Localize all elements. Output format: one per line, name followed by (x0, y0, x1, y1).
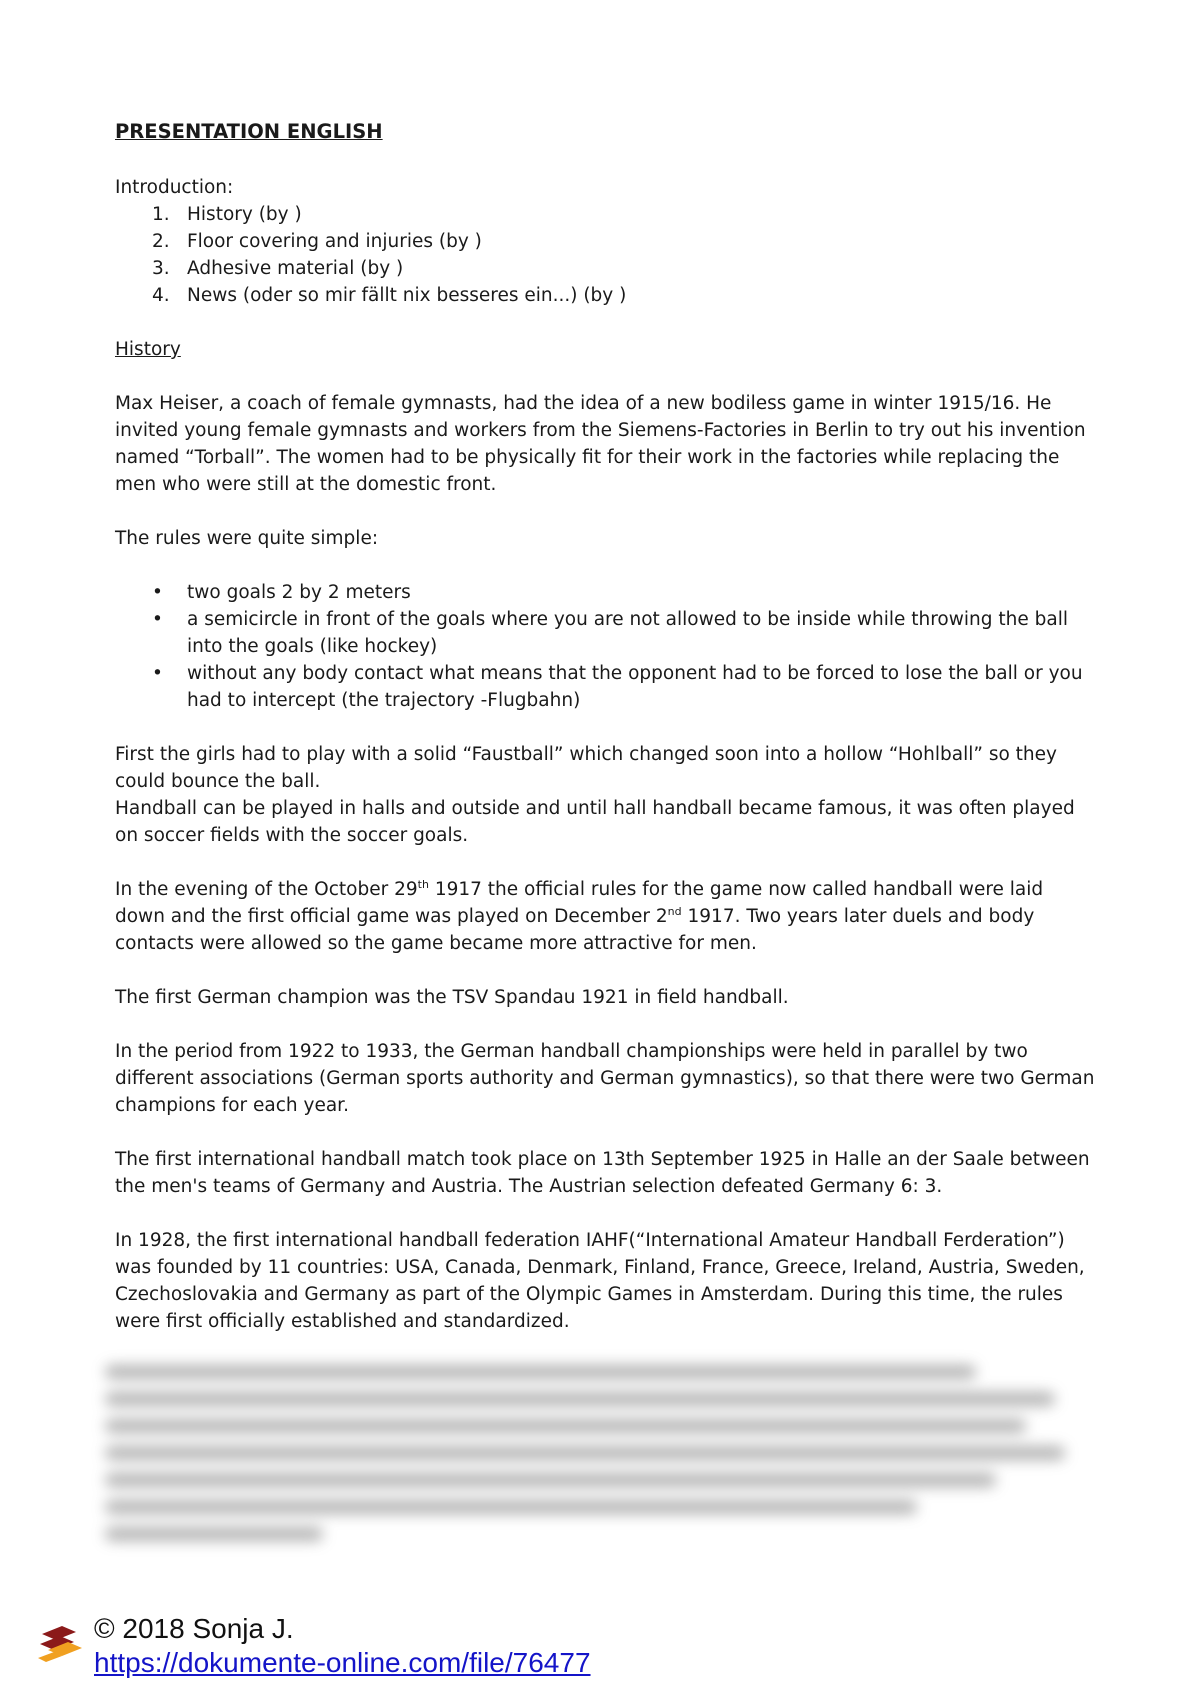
toc-text: Adhesive material (by ) (187, 258, 404, 279)
toc-text: History (by ) (187, 204, 302, 225)
toc-number: 2. (152, 231, 170, 252)
bullet: • (152, 609, 163, 630)
blurred-preview-text (105, 1365, 1095, 1575)
document-page (115, 118, 1095, 1362)
toc-list (115, 201, 1095, 309)
toc-item (115, 255, 1095, 282)
document-title: PRESENTATION ENGLISH (115, 120, 383, 143)
rules-list (115, 579, 1095, 714)
toc-item (115, 282, 1095, 309)
p3-sup1: th (417, 877, 429, 891)
source-link[interactable]: https://dokumente-online.com/file/76477 (94, 1647, 591, 1678)
paragraph-ball: First the girls had to play with a solid “Faustball” which changed soon into a hollow “Hohlball” so they could bounce the ball. (115, 744, 1057, 792)
toc-item (115, 201, 1095, 228)
intro-label: Introduction: (115, 177, 234, 198)
rule-text: without any body contact what means that the opponent had to be forced to lose the ball or you had to intercept (the trajectory -Flugbahn) (187, 663, 1083, 711)
rule-text: a semicircle in front of the goals where you are not allowed to be inside while throwing the ball into the goals (like hockey) (187, 609, 1068, 657)
paragraph-championships: In the period from 1922 to 1933, the German handball championships were held in parallel by two different associations (German sports authority and German gymnastics), so that there were two German champions for each year. (115, 1041, 1095, 1116)
bullet: • (152, 663, 163, 684)
toc-text: Floor covering and injuries (by ) (187, 231, 482, 252)
rule-text: two goals 2 by 2 meters (187, 582, 411, 603)
toc-number: 1. (152, 204, 170, 225)
p3-part2: 1917 the official rules for the game now called handball were laid down and the first official game was played on December 2 (115, 879, 1044, 927)
rule-item (115, 660, 1095, 714)
p3-part3: 1917. Two years later duels and body contacts were allowed so the game became more attractive for men. (115, 906, 1035, 954)
copyright-text: © 2018 Sonja J. (94, 1613, 294, 1644)
paragraph-official-rules (115, 876, 1095, 957)
history-heading: History (115, 339, 181, 360)
paragraph-federation: In 1928, the first international handball federation IAHF(“International Amateur Handball Ferderation”) was founded by 11 countries: USA, Canada, Denmark, Finland, France, Greece, Ireland, Austria, Sweden, Czechoslovakia and Germany as part of the Olympic Games in Amsterdam. During this time, the rules were first officially established and standardized. (115, 1230, 1085, 1332)
paragraph-halls: Handball can be played in halls and outside and until hall handball became famous, it was often played on soccer fields with the soccer goals. (115, 798, 1075, 846)
toc-number: 3. (152, 258, 170, 279)
rule-item (115, 606, 1095, 660)
paragraph-first-champion: The first German champion was the TSV Spandau 1921 in field handball. (115, 987, 789, 1008)
paragraph-international-match: The first international handball match took place on 13th September 1925 in Halle an der Saale between the men's teams of Germany and Austria. The Austrian selection defeated Germany 6: 3. (115, 1149, 1090, 1197)
rule-item (115, 579, 1095, 606)
rules-intro: The rules were quite simple: (115, 528, 379, 549)
paragraph-origin: Max Heiser, a coach of female gymnasts, had the idea of a new bodiless game in winter 1915/16. He invited young female gymnasts and workers from the Siemens-Factories in Berlin to try out his invention named “Torball”. The women had to be physically fit for their work in the factories while replacing the men who were still at the domestic front. (115, 393, 1086, 495)
toc-number: 4. (152, 285, 170, 306)
bullet: • (152, 582, 163, 603)
toc-item (115, 228, 1095, 255)
toc-text: News (oder so mir fällt nix besseres ein...) (by ) (187, 285, 627, 306)
p3-part1: In the evening of the October 29 (115, 879, 418, 900)
p3-sup2: nd (667, 904, 682, 918)
dokumente-online-logo-icon (36, 1620, 86, 1670)
